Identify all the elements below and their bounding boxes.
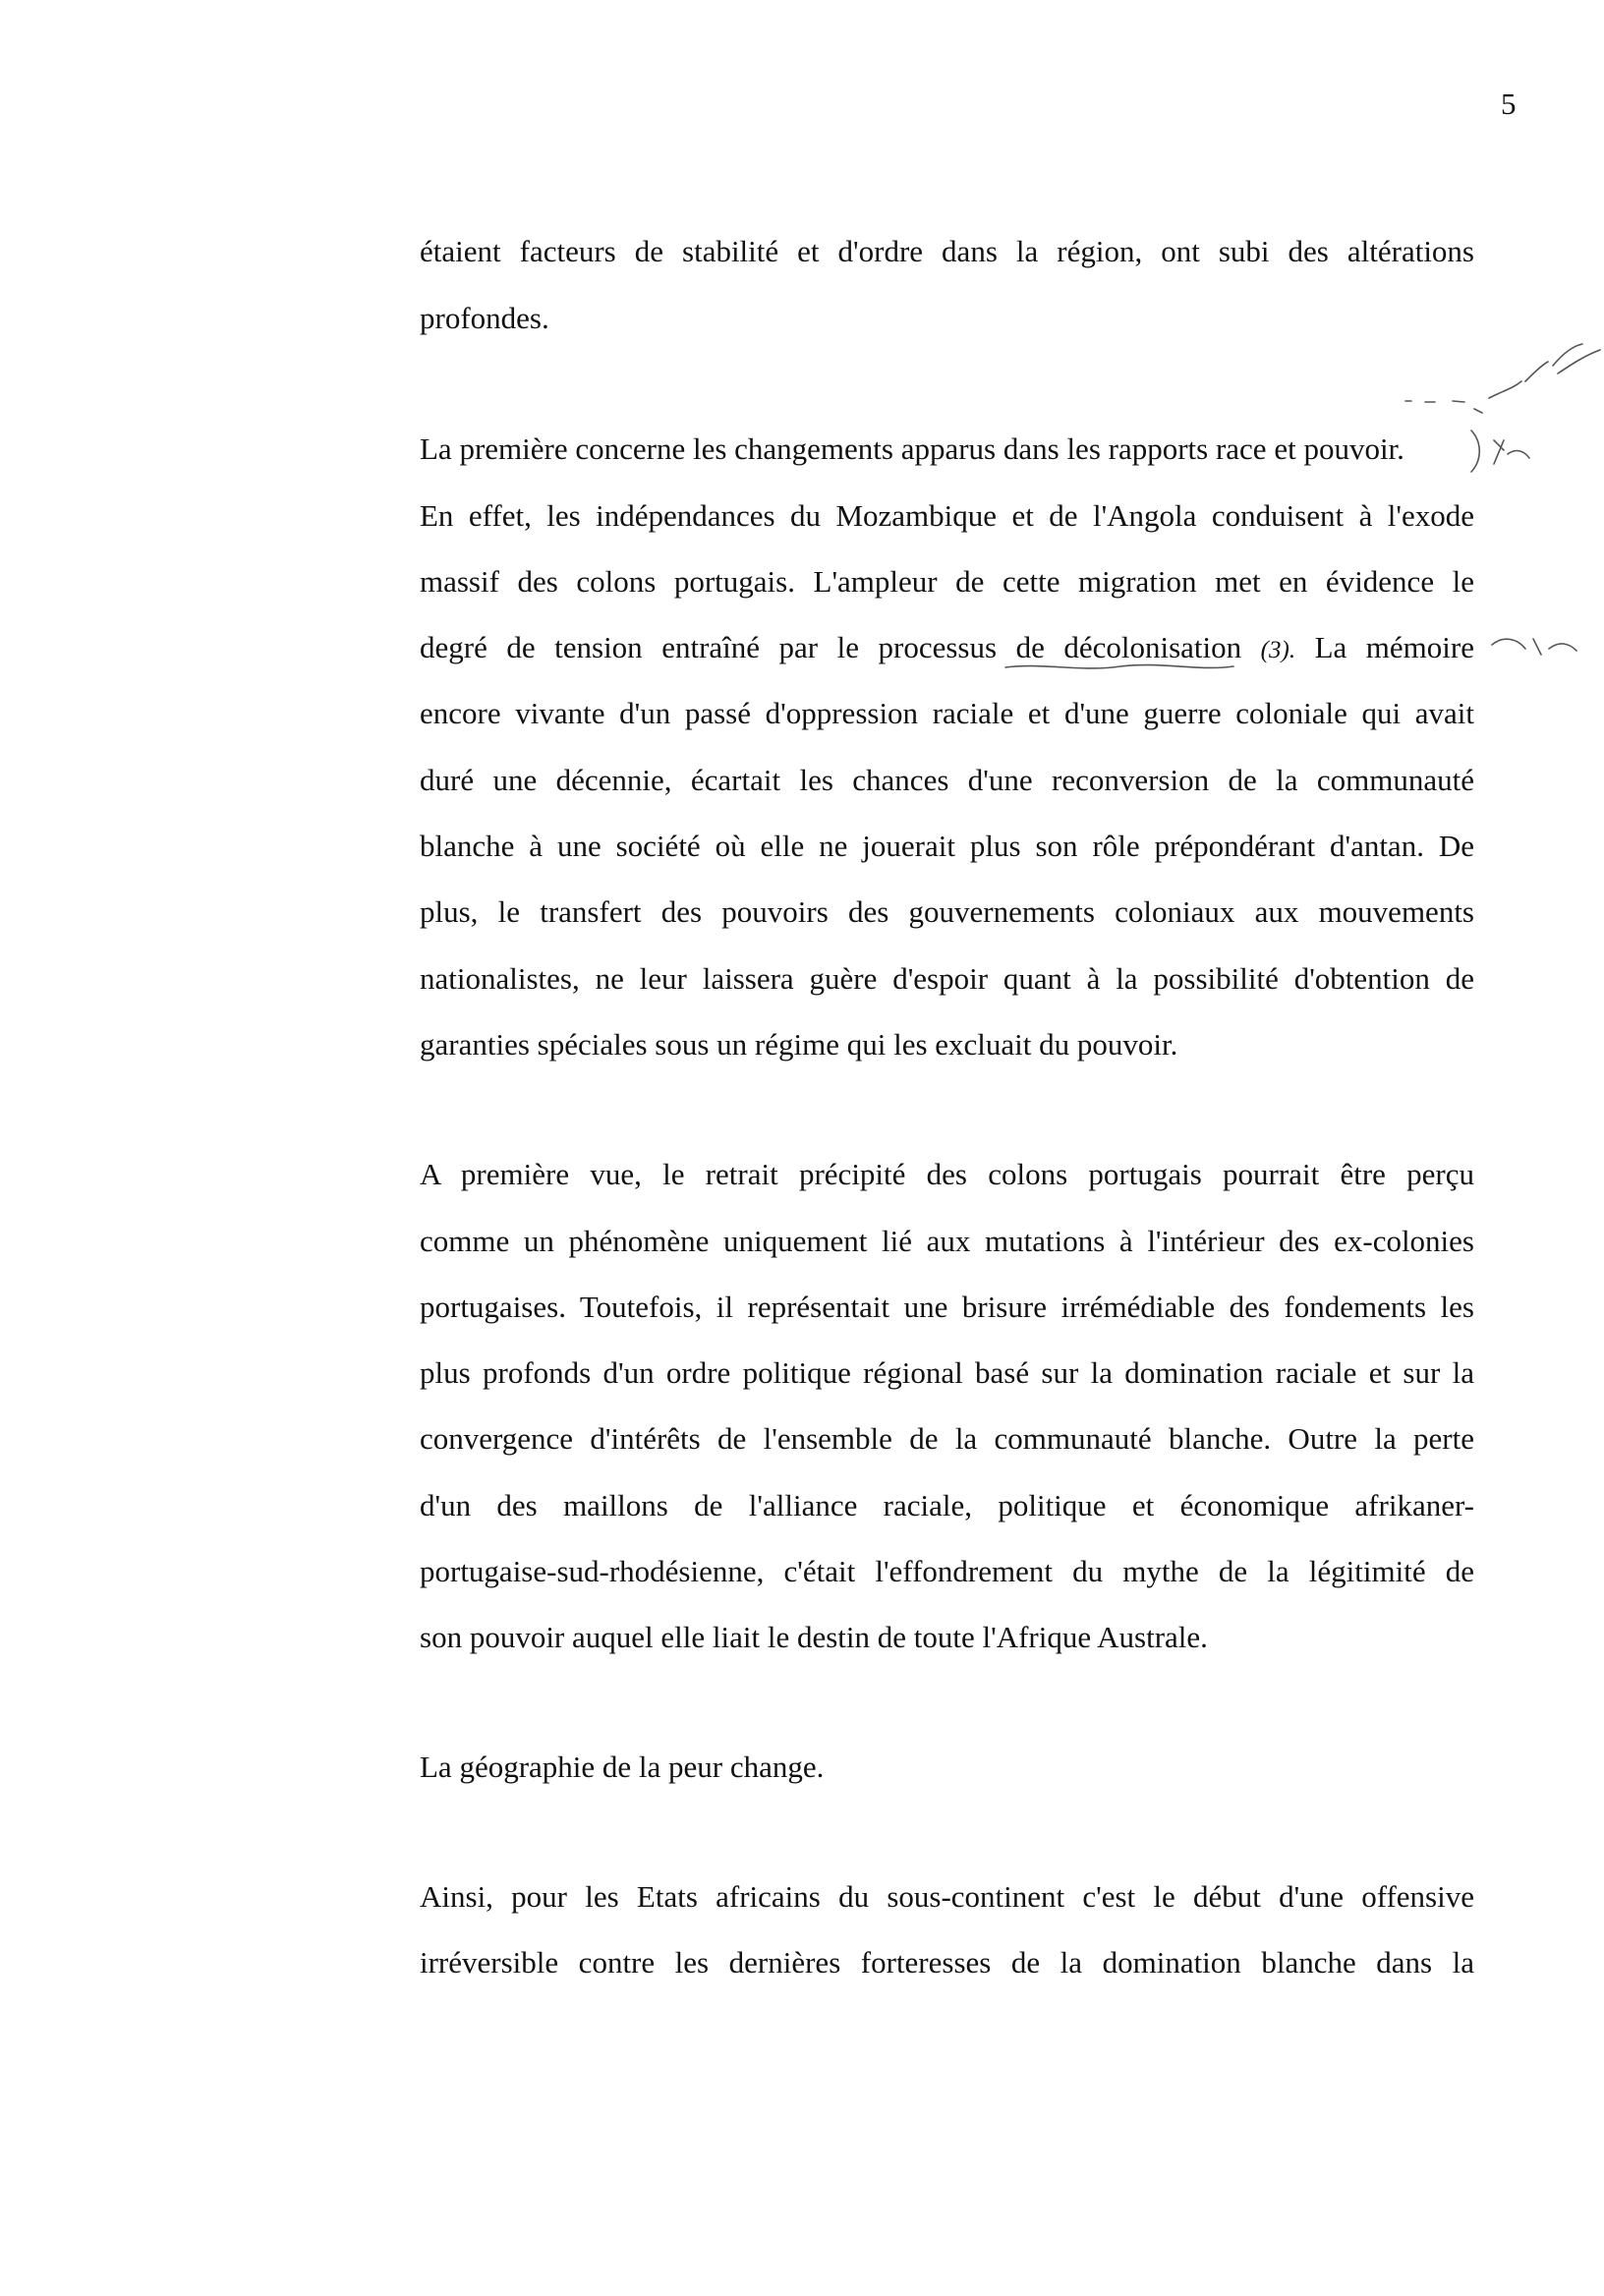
text-line-7: encore vivante d'un passé d'oppression raciale et d'une guerre coloniale qui avait <box>420 696 1474 730</box>
text-line-20: son pouvoir auquel elle liait le destin de toute l'Afrique Australe. <box>420 1620 1208 1654</box>
text-line-6-end: La mémoire <box>1314 630 1474 664</box>
text-line-15: portugaises. Toutefois, il représentait une brisure irrémédiable des fondements les <box>420 1290 1474 1324</box>
text-line-16: plus profonds d'un ordre politique régional basé sur la domination raciale et sur la <box>420 1355 1474 1390</box>
text-line-8: duré une décennie, écartait les chances d'une reconversion de la communauté <box>420 763 1474 797</box>
text-line-11: nationalistes, ne leur laissera guère d'espoir quant à la possibilité d'obtention de <box>420 961 1474 996</box>
text-line-23: irréversible contre les dernières forteresses de la domination blanche dans la <box>420 1945 1474 1980</box>
text-line-5: massif des colons portugais. L'ampleur de cette migration met en évidence le <box>420 564 1474 599</box>
page-number: 5 <box>1501 86 1517 121</box>
text-line-1: étaient facteurs de stabilité et d'ordre dans la région, ont subi des altérations <box>420 234 1474 268</box>
text-line-14: comme un phénomène uniquement lié aux mutations à l'intérieur des ex-colonies <box>420 1224 1474 1258</box>
text-line-6 <box>420 628 1474 670</box>
text-line-13: A première vue, le retrait précipité des colons portugais pourrait être perçu <box>420 1157 1474 1191</box>
text-line-9: blanche à une société où elle ne jouerait plus son rôle prépondérant d'antan. De <box>420 829 1474 863</box>
text-line-2: profondes. <box>420 301 549 335</box>
margin-scribble-top <box>1489 344 1600 398</box>
text-line-17: convergence d'intérêts de l'ensemble de la communauté blanche. Outre la perte <box>420 1421 1474 1456</box>
text-line-3: La première concerne les changements apparus dans les rapports race et pouvoir. <box>420 431 1404 466</box>
margin-scribble-dots <box>1405 401 1482 413</box>
text-line-12: garanties spéciales sous un régime qui les excluait du pouvoir. <box>420 1027 1178 1062</box>
margin-bracket <box>1471 430 1479 472</box>
margin-scribble-side <box>1492 639 1576 655</box>
text-line-10: plus, le transfert des pouvoirs des gouvernements coloniaux aux mouvements <box>420 894 1474 929</box>
text-line-6-main: degré de tension entraîné par le processus de décolonisation <box>420 630 1242 664</box>
text-line-19: portugaise-sud-rhodésienne, c'était l'effondrement du mythe de la légitimité de <box>420 1554 1474 1588</box>
text-line-22: Ainsi, pour les Etats africains du sous-continent c'est le début d'une offensive <box>420 1879 1474 1914</box>
text-line-18: d'un des maillons de l'alliance raciale, politique et économique afrikaner- <box>420 1488 1474 1522</box>
text-line-4: En effet, les indépendances du Mozambique et de l'Angola conduisent à l'exode <box>420 498 1474 533</box>
margin-mark <box>1494 440 1529 464</box>
text-line-21: La géographie de la peur change. <box>420 1750 825 1784</box>
footnote-reference: (3). <box>1260 637 1296 663</box>
